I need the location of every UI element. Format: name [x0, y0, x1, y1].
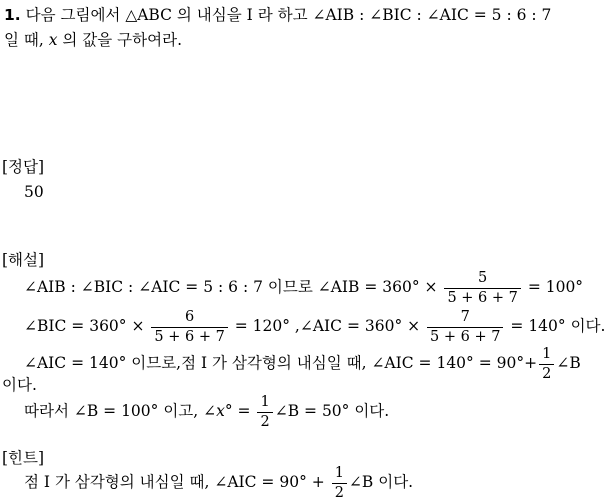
hint-line: 점 I 가 삼각형의 내심일 때, ∠AIC = 90° + $\frac{1}{2}$ ∠B 이다. — [24, 465, 414, 501]
answer-value: 50 — [24, 183, 44, 201]
variable-x: x — [48, 31, 58, 49]
answer-heading: [정답] — [2, 158, 45, 176]
fraction: $\frac{1}{2}$ — [332, 466, 347, 500]
explanation-line-3: ∠AIC = 140° 이므로,점 I 가 삼각형의 내심일 때, ∠AIC = 140° = 90°+ $\frac{1}{2}$ ∠B — [24, 346, 581, 382]
fraction: $\frac{5}{5 + 6 + 7}$ — [444, 271, 520, 305]
explanation-heading: [해설] — [2, 251, 45, 269]
question-line-1 — [4, 5, 551, 25]
fraction: $\frac{6}{5 + 6 + 7}$ — [151, 310, 227, 344]
variable-x: x — [216, 402, 225, 420]
question-number: 1. — [4, 6, 21, 24]
question-line-2: 일 때, x 의 값을 구하여라. — [4, 31, 183, 49]
fraction: $\frac{1}{2}$ — [257, 395, 272, 429]
hint-heading: [힌트] — [2, 449, 45, 467]
explanation-line-2: ∠BIC = 360° × $\frac{6}{5 + 6 + 7}$ = 120° ,∠AIC = 360° × $\frac{7}{5 + 6 + 7}$ = 140° 이다. — [24, 309, 605, 345]
explanation-line-1: ∠AIB : ∠BIC : ∠AIC = 5 : 6 : 7 이므로 ∠AIB = 360° × $\frac{5}{5 + 6 + 7}$ = 100° — [24, 270, 584, 306]
explanation-line-4: 이다. — [2, 376, 37, 394]
fraction: $\frac{1}{2}$ — [539, 347, 554, 381]
fraction: $\frac{7}{5 + 6 + 7}$ — [427, 310, 503, 344]
explanation-line-5: 따라서 ∠B = 100° 이고, ∠x° = $\frac{1}{2}$ ∠B = 50° 이다. — [24, 394, 390, 430]
question-text-1: 다음 그림에서 △ABC 의 내심을 I 라 하고 ∠AIB : ∠BIC : ∠AIC = 5 : 6 : 7 — [25, 6, 552, 24]
